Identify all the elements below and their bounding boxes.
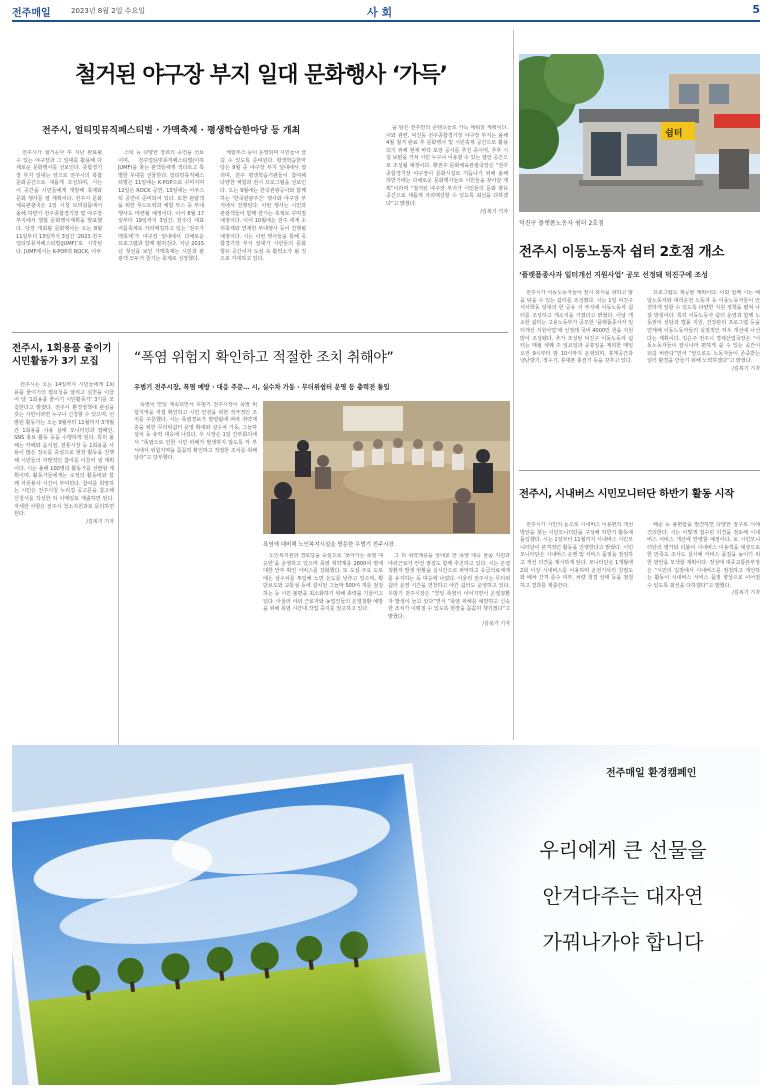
campaign-line-2: 안겨다주는 대자연 xyxy=(542,884,704,908)
article2-byline: /김복기 기자 xyxy=(732,365,760,372)
article1-headline: 철거된 야구장 부지 일대 문화행사 ‘가득’ xyxy=(74,63,448,88)
column-divider xyxy=(513,30,514,740)
article5-col1: 전주시가 시민의 눈으로 시내버스 이용편의 개선 방안을 찾는 시민모니터단을 구성해 하반기 활동에 돌입했다. 시는 1일부터 11월까지 시내버스 시민모니터단이 본격적인 활동을 진행한다고 밝혔다. 시민모니터단은 시내버스 운행 및 서비스 품질을 점검하고 개선 의견을 제시하게 된다. 모니터단은 1개월에 2회 이상 시내버스를 이용하며 운전기사의 친절도와 배차 간격 준수 여부, 차량 청결 상태 등을 점검하고 결과를 제출한다. xyxy=(520,522,633,589)
meeting-caption: 폭염에 대비해 노인복지시설을 방문한 우범기 전주시장. xyxy=(263,542,396,548)
issue-date: 2023년 8월 2일 수요일 xyxy=(71,7,145,15)
article2-col1: 전주시가 이동노동자들이 잠시 휴식을 취하고 땀을 닦을 수 있는 쉼터를 조성했다. 시는 1일 덕진구 서서학동 일대의 한 공유 지 부지에 이동노동자 쉼터를 조성하고 개소식을 가졌다고 밝혔다. 이날 개소한 쉼터는 고용노동부가 공모한 ‘플랫폼종사자 일터개선 지원사업’에 선정돼 국비 4000만 원을 지원받아 조성됐다. 추가 조성된 덕진구 이동노동자 쉼터는 매월 셋째 주 일요일과 공휴일을 제외한 매일 오전 9시부터 밤 10시까지 운영되며, 휴게공간과 냉난방기, 정수기, 휴대폰 충전기 등을 갖추고 있다. xyxy=(520,290,633,365)
article1-byline: /김복기 기자 xyxy=(480,208,508,215)
meeting-photo xyxy=(263,401,510,534)
article1-col3: 체험부스 등이 운영되며 시민들이 즐길 수 있도록 준비된다. 평생학습한마당은 9월 중 야구장 부지 일대에서 열리며, 전주 평생학습기관들이 참여해 다양한 체험과 전시 프로그램을 선보인다. 오는 9월에는 한국관광공사와 함께하는 ‘한국관광주간’ 행사와 야구장 부지에서 진행된다. 이번 행사는 시민과 관광객들이 함께 즐기는 축제로 꾸며질 예정이다. 이어 10월에는 전주 세계 소리축제와 연계한 부대행사 등이 진행될 예정이다. 시는 이번 행사들을 통해 종합경기장 부지 일대가 시민들의 문화 향유 공간이자 도심 속 활력소가 될 것으로 기대하고 있다. xyxy=(220,150,306,263)
article3-byline: /김복기 기자 xyxy=(86,518,114,525)
section-title: 사 회 xyxy=(367,6,393,19)
article1-subhead: 전주시, 얼티밋뮤직페스티벌 · 가맥축제 · 평생학습한마당 등 개최 xyxy=(42,126,301,136)
campaign-banner xyxy=(12,745,760,1085)
campaign-slogan xyxy=(528,827,718,965)
article4-byline: /김복기 기자 xyxy=(482,621,510,628)
rest-area-caption: 덕진구 플랫폼노동자 쉼터 2호점 xyxy=(519,220,604,227)
article4-col2: 노인복지관과 경로당을 중심으로 ‘찾아가는 폭염 대응반’을 운영하고 있으며 폭염 취약계층 2800여 명에 대한 안부 확인 서비스를 강화했다. 또 도심 주요 도로에는 살수차를 투입해 노면 온도를 낮추고 있으며, 횡단보도와 교통섬 등에 설치된 그늘막 500여 개를 점검하는 등 시민 불편을 최소화하기 위해 총력을 기울이고 있다. 아울러 야외 근로자와 농업인들의 온열질환 예방을 위해 폭염 시간대 작업 중지를 권고하고 있다. xyxy=(263,553,383,613)
article3-headline: 전주시, 1회용품 줄이기 시민활동가 3기 모집 xyxy=(12,343,112,367)
article5-col2: 해준 등 불편함을 발견하면 다양한 창구로 시에 건의한다. 시는 이렇게 접수된 의견을 검토해 시내버스 서비스 개선에 반영할 예정이다. 또 시민모니터단의 평가와 더불어 시내버스 이용객을 대상으로 한 만족도 조사도 실시해 서비스 품질을 높이기 위한 방안을 모색할 계획이다. 정성태 대중교통본부장은 “시민의 입장에서 시내버스를 점검하고 개선하는 활동이 시내버스 서비스 품질 향상으로 이어질 수 있도록 최선을 다하겠다”고 말했다. /김복기 기자 xyxy=(647,522,760,597)
article2-headline: 전주시 이동노동자 쉼터 2호점 개소 xyxy=(519,244,725,260)
paper-name: 전주매일 xyxy=(12,8,51,19)
article4-headline: “폭염 위험지 확인하고 적절한 조치 취해야” xyxy=(134,350,394,366)
article1-col2: 스틱 등 다양한 장르의 공연을 선보이며, 전주얼티밋뮤직페스티벌(이하 JUMF)을 찾는 관객들에게 색다르고 특별한 무대를 선물한다. 얼티밋뮤직페스티벌은 11일에는 K-POP으로 꾸며지며 12일은 ROCK 공연, 13일에는 어쿠스틱 공연이 준비되어 있다. 또한 관람객을 위한 푸드트럭과 체험 부스 등 부대행사도 마련될 예정이다. 이어 8월 17일부터 19일까지 3일간, 전주의 대표 여름축제로 자리매김하고 있는 ‘전주가맥축제’가 야구장 일대에서 다채로운 프로그램과 함께 펼쳐진다. 지난 2015년 첫선을 보인 가맥축제는 시민과 관광객 모두가 즐기는 축제로 성장했다. xyxy=(118,150,204,263)
article5-byline: /김복기 기자 xyxy=(732,590,760,597)
article1-col1: 전주시가 철거공사 후 지난 완료될 수 있는 야구장과 그 일대를 활용해 다채로운 문화행사를 선보인다. 종합경기장 부지 일대는 앞으로 전주시의 복합문화공간으로 새롭게 조성되며, 시는 이 공간을 시민들에게 개방해 축제와 문화 행사를 열 계획이다. 전주시 문화체육관광국은 1일 시청 브리핑룸에서 올해 하반기 전주종합경기장 및 야구장 부지에서 열릴 문화행사계획을 발표했다. 당장 개최될 문화행사는 오는 8월 11일부터 13일까지 3일간 ‘2023 전주얼티밋뮤직페스티벌(JUMF)’로 시작된다. JUMF에서는 K-POP과 ROCK, 어쿠 xyxy=(16,150,102,255)
article3-divider xyxy=(118,342,119,752)
shelter-sign: 쉼터 xyxy=(665,129,683,139)
campaign-title: 전주매일 환경캠페인 xyxy=(606,768,697,779)
header-rule xyxy=(12,20,760,22)
campaign-line-1: 우리에게 큰 선물을 xyxy=(539,838,707,862)
page-number: 5 xyxy=(752,3,760,16)
article5-top-rule xyxy=(519,470,760,471)
article2-subhead: ‘플랫폼종사자 일터개선 지원사업’ 공모 선정돼 덕진구에 조성 xyxy=(519,271,708,279)
article5-headline: 전주시, 시내버스 시민모니터단 하반기 활동 시작 xyxy=(519,488,734,500)
article4-col1: 폭염이 연일 계속되면서 우범기 전주시장이 폭염 위험지역을 직접 확인하고 시민 안전을 위한 적극적인 조치를 주문했다. 시는 폭염경보가 발령됨에 따라 취약계층을 위한 무더위쉼터 운영 확대와 살수차 가동, 그늘막 설치 등 총력 대응에 나섰다. 우 시장은 1일 간부회의에서 “폭염으로 인한 시민 피해가 발생하지 않도록 각 부서에서 위험지역을 꼼꼼히 확인하고 적절한 조치를 취해달라”고 당부했다. xyxy=(134,402,257,462)
row-divider-left xyxy=(12,332,508,333)
campaign-line-3: 가꿔나가야 합니다 xyxy=(542,930,704,954)
masthead xyxy=(12,4,760,20)
article3-body: 전주시는 오는 14일까지 시민들에게 1회용품 줄이기의 필요성을 알리고 실천을 이끌어 낼 ‘1회용품 줄이기 시민활동가’ 3기를 모집한다고 밝혔다. 전주시 환경정책에 관심을 갖는 시민이라면 누구나 신청할 수 있으며, 선발된 활동가는 오는 9월부터 11월까지 3개월간 1회용품 사용 실태 모니터링과 캠페인, SNS 홍보 활동 등을 수행하게 된다. 특히 올해는 카페와 음식점, 전통시장 등 1회용품 사용이 많은 장소를 중심으로 현장 활동을 진행해 시민들의 자발적인 참여를 이끌어 낼 계획이다. 시는 올해 100명의 활동가를 선발할 계획이며, 활동가들에게는 소정의 활동비와 함께 자원봉사 시간이 부여된다. 참여를 희망하는 시민은 전주시청 누리집 공고문을 참고해 신청서를 작성한 뒤 이메일로 제출하면 된다. 자세한 사항은 전주시 청소지원과로 문의하면 된다. /김복기 기자 xyxy=(14,382,114,525)
article4-col3: 그 외 취약계층을 상대로 한 폭염 대응 물품 지원과 야외근로자 안전 점검도 함께 추진하고 있다. 시는 온열질환자 발생 현황을 실시간으로 파악하고 응급의료체계를 유지하는 등 대응에 나섰다. 아울러 전주시는 무더위쉼터 운영 시간을 연장하고 야간 쉼터도 운영하고 있다. 우범기 전주시장은 “연일 폭염이 이어지면서 온열질환자 발생이 늘고 있다”면서 “폭염 피해를 예방하고 신속한 조치가 이뤄질 수 있도록 현장을 꼼꼼히 챙기겠다”고 밝혔다. /김복기 기자 xyxy=(388,553,510,628)
article1-col4: 을 담은 전주만의 콘텐츠들로 가득 채워질 계획이다. 이와 관련, 덕진동 전주종합경기장 야구장 부지는 올해 4월 철거 완료 후 문화행사 및 시민축제 공간으로 활용되기 위해 현재 바닥 포장 공사를 추진 중이며, 추후 시설 보완을 거쳐 시민 누구나 이용할 수 있는 열린 공간으로 조성될 예정이다. 황권주 문화체육관광국장은 “전주종합경기장 야구장이 문화시설로 거듭나기 위해 올해 하반기에는 다채로운 문화행사들로 시민들을 찾아갈 계획”이라며 “철거된 야구장 부지가 시민들의 문화 향유 공간으로 새롭게 자리매김할 수 있도록 최선을 다하겠다”고 밝혔다. /김복기 기자 xyxy=(386,125,508,215)
rest-area-photo xyxy=(519,54,760,212)
article2-col2: 프로그램도 제공할 계획이다. 이와 함께 시는 배달노동자와 대리운전 노동자 등 이동노동자들이 안전하게 일할 수 있도록 다양한 지원 정책을 펼쳐 나갈 방침이다. 특히 이동노동자 쉼터 운영과 함께 노동권익 상담과 법률 지원, 건강관리 프로그램 등을 연계해 이동노동자들의 실질적인 처우 개선에 나선다는 계획이다. 김은주 전주시 경제산업국장은 “이동노동자들이 잠시나마 편하게 쉴 수 있는 공간이 되길 바란다”면서 “앞으로도 노동자들이 존중받는 일터 환경을 만들기 위해 노력하겠다”고 밝혔다. /김복기 기자 xyxy=(647,290,760,372)
article4-subhead: 우범기 전주시장, 폭염 예방 · 대응 주문… 시, 실수차 가동 · 무더위쉼터 운영 등 총력전 돌입 xyxy=(134,384,390,391)
